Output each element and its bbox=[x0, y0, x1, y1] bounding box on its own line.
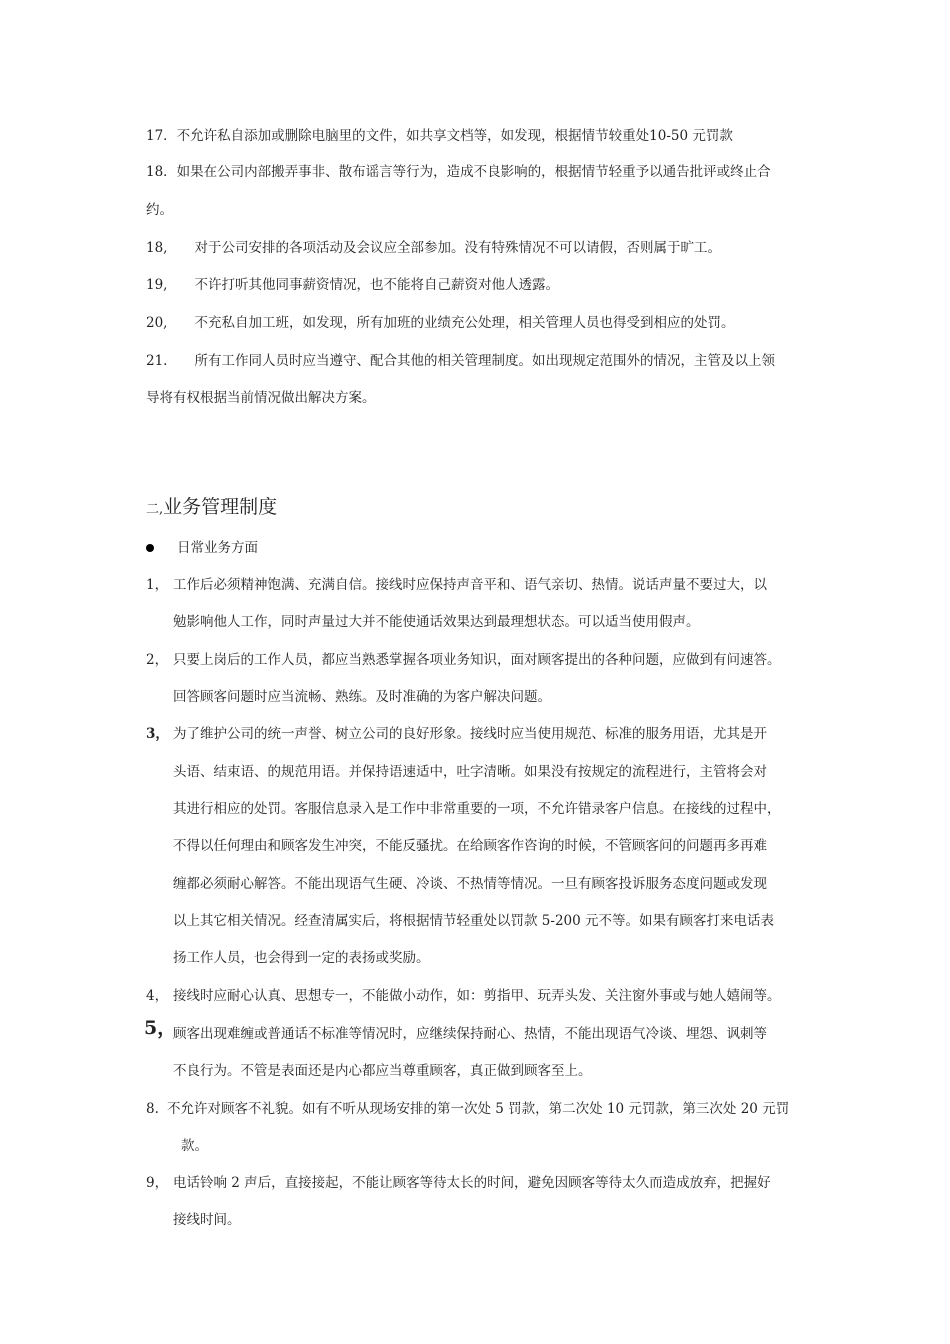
rule-20: 20, 不充私自加工班，如发现，所有加班的业绩充公处理，相关管理人员也得受到相应的处罚。 bbox=[146, 315, 735, 331]
section-heading bbox=[146, 494, 277, 523]
item-line: 接线时应耐心认真、思想专一，不能做小动作，如：剪指甲、玩弄头发、关注窗外事或与她人嬉闹等。 bbox=[173, 988, 781, 1004]
rule-19: 19, 不许打听其他同事薪资情况，也不能将自己薪资对他人透露。 bbox=[146, 277, 559, 293]
bullet-label: 日常业务方面 bbox=[177, 540, 258, 556]
item-number: 5， bbox=[144, 1017, 177, 1039]
section-title: 业务管理制度 bbox=[163, 496, 278, 518]
item-line: 不良行为。不管是表面还是内心都应当尊重顾客，真正做到顾客至上。 bbox=[173, 1063, 592, 1079]
rule-18b: 18, 对于公司安排的各项活动及会议应全部参加。没有特殊情况不可以请假，否则属于旷工。 bbox=[146, 240, 721, 256]
rule-17: 17．不允许私自添加或删除电脑里的文件，如共享文档等，如发现，根据情节较重处10-50 元罚款 bbox=[146, 128, 733, 144]
item-line: 顾客出现难缠或普通话不标准等情况时，应继续保持耐心、热情，不能出现语气冷谈、埋怨、讽刺等 bbox=[173, 1026, 767, 1042]
item-line: 其进行相应的处罚。客服信息录入是工作中非常重要的一项，不允许错录客户信息。在接线的过程中， bbox=[173, 801, 781, 817]
item-line: 款。 bbox=[181, 1138, 208, 1154]
item-line: 工作后必须精神饱满、充满自信。接线时应保持声音平和、语气亲切、热情。说话声量不要过大，以 bbox=[173, 577, 767, 593]
item-number: 3， bbox=[146, 726, 169, 742]
section-number: 二, bbox=[146, 502, 164, 517]
item-number: 9， bbox=[146, 1175, 169, 1191]
item-line: 回答顾客问题时应当流畅、熟练。及时准确的为客户解决问题。 bbox=[173, 689, 551, 705]
item-line: 为了维护公司的统一声誉、树立公司的良好形象。接线时应当使用规范、标准的服务用语，尤其是开 bbox=[173, 726, 767, 742]
item-line: 缠都必须耐心解答。不能出现语气生硬、冷谈、不热情等情况。一旦有顾客投诉服务态度问题或发现 bbox=[173, 876, 767, 892]
item-line: 不得以任何理由和顾客发生冲突，不能反骚扰。在给顾客作咨询的时候，不管顾客问的问题再多再难 bbox=[173, 838, 767, 854]
rule-18-line1: 18．如果在公司内部搬弄事非、散布谣言等行为，造成不良影响的，根据情节轻重予以通告批评或终止合 bbox=[146, 164, 771, 180]
item-line: 以上其它相关情况。经查清属实后，将根据情节轻重处以罚款 5-200 元不等。如果有顾客打来电话表 bbox=[173, 913, 774, 929]
item-number: 1， bbox=[146, 577, 169, 593]
item-line: 勉影响他人工作，同时声量过大并不能使通话效果达到最理想状态。可以适当使用假声。 bbox=[173, 614, 700, 630]
item-line: 只要上岗后的工作人员，都应当熟悉掌握各项业务知识，面对顾客提出的各种问题，应做到有问速答。 bbox=[173, 652, 781, 668]
item-line: 头语、结束语、的规范用语。并保持语速适中，吐字清晰。如果没有按规定的流程进行，主管将会对 bbox=[173, 764, 767, 780]
item-line: 接线时间。 bbox=[173, 1212, 241, 1228]
item-line: 不允许对顾客不礼貌。如有不听从现场安排的第一次处 5 罚款，第二次处 10 元罚款，第三次处 20 元罚 bbox=[167, 1101, 790, 1117]
rule-21-line1: 21. 所有工作同人员时应当遵守、配合其他的相关管理制度。如出现规定范围外的情况，主管及以上领 bbox=[146, 353, 775, 369]
bullet-dot-icon bbox=[146, 544, 154, 552]
item-line: 扬工作人员，也会得到一定的表扬或奖励。 bbox=[173, 950, 430, 966]
item-number: 8. bbox=[146, 1101, 159, 1117]
rule-18-line2: 约。 bbox=[146, 202, 173, 218]
item-number: 4， bbox=[146, 988, 169, 1004]
item-number: 2， bbox=[146, 652, 169, 668]
item-line: 电话铃响 2 声后，直接接起，不能让顾客等待太长的时间，避免因顾客等待太久而造成放弃，把握好 bbox=[173, 1175, 771, 1191]
rule-21-line2: 导将有权根据当前情况做出解决方案。 bbox=[146, 390, 376, 406]
